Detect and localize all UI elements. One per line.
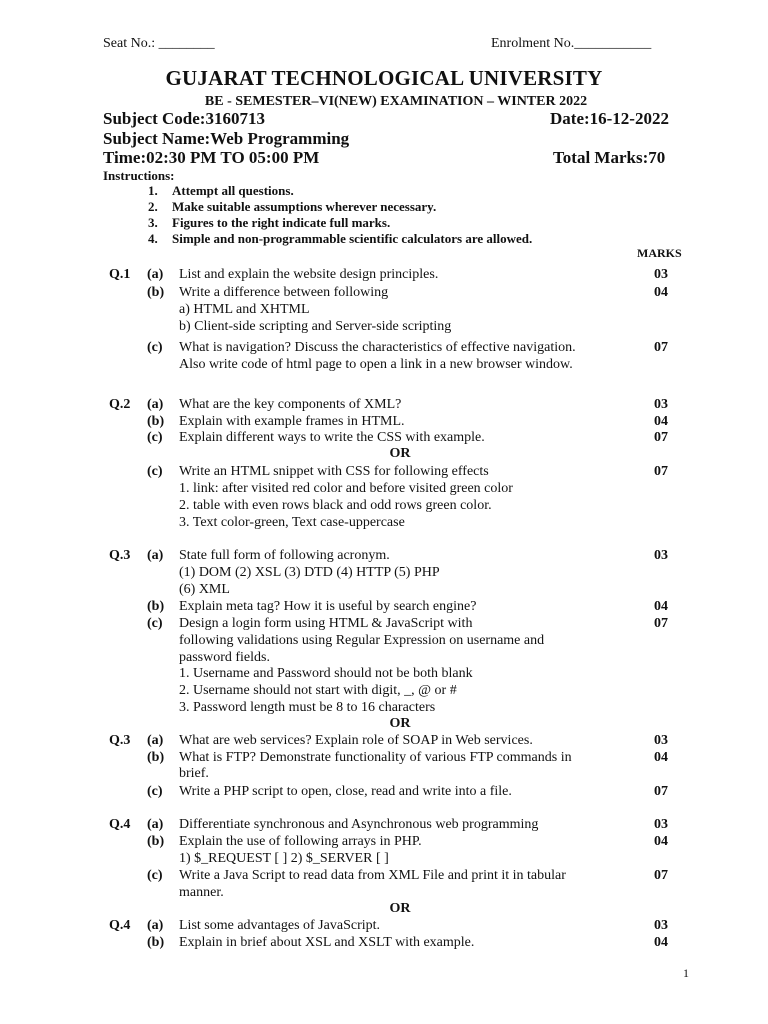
question-text: Write a Java Script to read data from XML File and print it in tabular (179, 868, 566, 883)
question-text: brief. (179, 766, 209, 781)
question-number: Q.1 (109, 267, 131, 282)
question-text: State full form of following acronym. (179, 548, 390, 563)
question-line (0, 319, 768, 336)
or-divider: OR (389, 446, 411, 461)
question-marks: 03 (654, 733, 668, 748)
sub-question-label: (a) (147, 733, 164, 748)
question-text: 3. Text color-green, Text case-uppercase (179, 515, 405, 530)
instruction-text: Figures to the right indicate full marks. (172, 215, 391, 230)
sub-question-label: (a) (147, 918, 164, 933)
question-text: password fields. (179, 650, 270, 665)
question-line (0, 650, 768, 667)
sub-question-label: (c) (147, 868, 163, 883)
sub-question-label: (a) (147, 397, 164, 412)
question-marks: 07 (654, 868, 668, 883)
question-line (0, 565, 768, 582)
question-line (0, 599, 768, 616)
question-line (0, 464, 768, 481)
question-line (0, 817, 768, 834)
instruction-number: 4. (148, 231, 158, 246)
question-line (0, 582, 768, 599)
question-marks: 04 (654, 935, 668, 950)
question-line (0, 834, 768, 851)
question-text: following validations using Regular Expression on username and (179, 633, 545, 648)
question-line (0, 430, 768, 447)
question-line (0, 414, 768, 431)
question-text: What are the key components of XML? (179, 397, 402, 412)
instruction-item (148, 183, 648, 200)
page-number: 1 (683, 966, 689, 980)
question-text: Write a difference between following (179, 285, 389, 300)
instruction-number: 3. (148, 215, 158, 230)
question-marks: 07 (654, 464, 668, 479)
question-marks: 07 (654, 430, 668, 445)
subject-name: Subject Name:Web Programming (103, 129, 350, 148)
question-marks: 07 (654, 616, 668, 631)
instruction-text: Make suitable assumptions wherever necessary. (172, 199, 437, 214)
question-text: Explain meta tag? How it is useful by search engine? (179, 599, 477, 614)
question-line (0, 918, 768, 935)
instructions-heading: Instructions: (103, 168, 175, 183)
question-line (0, 357, 768, 374)
or-divider: OR (389, 901, 411, 916)
question-text: (1) DOM (2) XSL (3) DTD (4) HTTP (5) PHP (179, 565, 440, 580)
sub-question-label: (c) (147, 464, 163, 479)
question-text: Explain different ways to write the CSS with example. (179, 430, 485, 445)
sub-question-label: (a) (147, 267, 164, 282)
question-text: Also write code of html page to open a link in a new browser window. (179, 357, 573, 372)
question-number: Q.4 (109, 817, 131, 832)
question-line (0, 340, 768, 357)
question-text: (6) XML (179, 582, 230, 597)
question-marks: 03 (654, 817, 668, 832)
sub-question-label: (a) (147, 548, 164, 563)
sub-question-label: (c) (147, 784, 163, 799)
question-text: Write an HTML snippet with CSS for following effects (179, 464, 489, 479)
sub-question-label: (a) (147, 817, 164, 832)
sub-question-label: (c) (147, 616, 163, 631)
question-marks: 03 (654, 397, 668, 412)
question-text: 1) $_REQUEST [ ] 2) $_SERVER [ ] (179, 851, 389, 866)
question-number: Q.4 (109, 918, 131, 933)
instruction-number: 2. (148, 199, 158, 214)
question-line (0, 733, 768, 750)
question-number: Q.3 (109, 733, 131, 748)
instruction-item (148, 231, 648, 248)
question-text: b) Client-side scripting and Server-side scripting (179, 319, 452, 334)
question-text: a) HTML and XHTML (179, 302, 310, 317)
question-text: 3. Password length must be 8 to 16 characters (179, 700, 436, 715)
instruction-text: Attempt all questions. (172, 183, 294, 198)
marks-column-heading: MARKS (637, 246, 682, 260)
question-text: What is FTP? Demonstrate functionality of various FTP commands in (179, 750, 572, 765)
question-line (0, 784, 768, 801)
instruction-number: 1. (148, 183, 158, 198)
question-line (0, 700, 768, 717)
question-text: 1. link: after visited red color and before visited green color (179, 481, 513, 496)
enrolment-number-field: Enrolment No.___________ (491, 36, 652, 51)
question-text: manner. (179, 885, 224, 900)
question-text: What are web services? Explain role of SOAP in Web services. (179, 733, 533, 748)
question-marks: 04 (654, 414, 668, 429)
question-line (0, 750, 768, 767)
question-text: 2. table with even rows black and odd rows green color. (179, 498, 492, 513)
or-divider: OR (389, 716, 411, 731)
question-line (0, 633, 768, 650)
question-text: What is navigation? Discuss the characteristics of effective navigation. (179, 340, 576, 355)
question-text: Explain the use of following arrays in PHP. (179, 834, 422, 849)
question-number: Q.2 (109, 397, 131, 412)
question-line (0, 267, 768, 284)
question-line (0, 666, 768, 683)
question-text: Differentiate synchronous and Asynchronous web programming (179, 817, 539, 832)
question-marks: 03 (654, 267, 668, 282)
sub-question-label: (b) (147, 834, 165, 849)
exam-title: BE - SEMESTER–VI(NEW) EXAMINATION – WINTER 2022 (204, 94, 588, 109)
question-marks: 03 (654, 548, 668, 563)
question-marks: 04 (654, 599, 668, 614)
question-number: Q.3 (109, 548, 131, 563)
question-marks: 04 (654, 285, 668, 300)
question-line (0, 285, 768, 302)
question-marks: 04 (654, 834, 668, 849)
question-line (0, 868, 768, 885)
question-marks: 03 (654, 918, 668, 933)
seat-number-field: Seat No.: ________ (103, 36, 215, 51)
question-marks: 04 (654, 750, 668, 765)
question-line (0, 616, 768, 633)
question-marks: 07 (654, 784, 668, 799)
question-text: Explain with example frames in HTML. (179, 414, 405, 429)
question-text: Write a PHP script to open, close, read and write into a file. (179, 784, 512, 799)
sub-question-label: (c) (147, 340, 163, 355)
total-marks: Total Marks:70 (553, 148, 666, 167)
instruction-item (148, 215, 648, 232)
instruction-text: Simple and non-programmable scientific calculators are allowed. (172, 231, 533, 246)
sub-question-label: (c) (147, 430, 163, 445)
subject-code: Subject Code:3160713 (103, 109, 265, 128)
exam-date: Date:16-12-2022 (550, 109, 669, 128)
question-line (0, 766, 768, 783)
question-line (0, 498, 768, 515)
question-line (0, 515, 768, 532)
question-line (0, 935, 768, 952)
question-text: 1. Username and Password should not be both blank (179, 666, 473, 681)
question-line (0, 548, 768, 565)
university-title: GUJARAT TECHNOLOGICAL UNIVERSITY (165, 66, 603, 90)
question-line (0, 481, 768, 498)
question-text: Explain in brief about XSL and XSLT with example. (179, 935, 475, 950)
question-line (0, 851, 768, 868)
sub-question-label: (b) (147, 414, 165, 429)
question-marks: 07 (654, 340, 668, 355)
question-line (0, 397, 768, 414)
question-text: Design a login form using HTML & JavaScript with (179, 616, 473, 631)
question-line (0, 683, 768, 700)
instruction-item (148, 199, 648, 216)
sub-question-label: (b) (147, 285, 165, 300)
exam-time: Time:02:30 PM TO 05:00 PM (103, 148, 320, 167)
question-text: List some advantages of JavaScript. (179, 918, 381, 933)
question-line (0, 302, 768, 319)
question-text: List and explain the website design principles. (179, 267, 439, 282)
sub-question-label: (b) (147, 750, 165, 765)
question-line (0, 885, 768, 902)
sub-question-label: (b) (147, 935, 165, 950)
sub-question-label: (b) (147, 599, 165, 614)
question-text: 2. Username should not start with digit, _, @ or # (179, 683, 457, 698)
